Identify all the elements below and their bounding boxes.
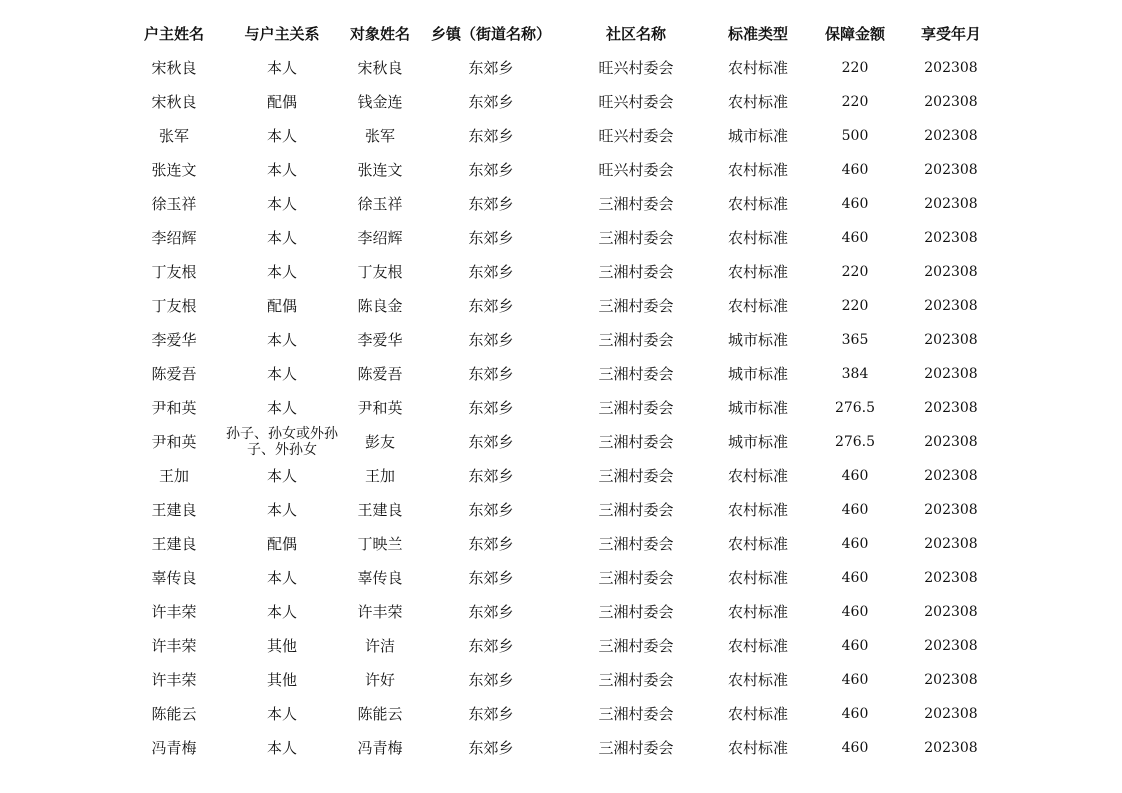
cell-householder-name: 宋秋良	[151, 92, 197, 111]
cell-amount: 220	[841, 263, 869, 280]
cell-township: 东郊乡	[468, 466, 514, 485]
cell-amount: 276.5	[834, 399, 876, 416]
cell-period: 202308	[924, 433, 978, 450]
cell-householder-name: 李爱华	[151, 330, 197, 349]
cell-relationship: 本人	[266, 568, 297, 587]
table-row	[0, 697, 1122, 731]
cell-township: 东郊乡	[468, 602, 514, 621]
cell-township: 东郊乡	[468, 534, 514, 553]
cell-recipient-name: 陈良金	[357, 296, 403, 315]
cell-householder-name: 陈能云	[151, 704, 197, 723]
cell-community: 三湘村委会	[598, 704, 674, 723]
header-community: 社区名称	[605, 24, 666, 43]
cell-standard-type: 农村标准	[727, 602, 788, 621]
cell-relationship: 本人	[266, 500, 297, 519]
cell-amount: 460	[841, 637, 869, 654]
cell-period: 202308	[924, 535, 978, 552]
cell-period: 202308	[924, 297, 978, 314]
header-householder-name: 户主姓名	[143, 24, 204, 43]
cell-amount: 220	[841, 93, 869, 110]
cell-period: 202308	[924, 671, 978, 688]
cell-amount: 460	[841, 739, 869, 756]
cell-householder-name: 徐玉祥	[151, 194, 197, 213]
cell-period: 202308	[924, 501, 978, 518]
cell-period: 202308	[924, 603, 978, 620]
cell-standard-type: 城市标准	[727, 398, 788, 417]
cell-period: 202308	[924, 637, 978, 654]
table-row	[0, 629, 1122, 663]
table-row	[0, 561, 1122, 595]
cell-community: 三湘村委会	[598, 228, 674, 247]
cell-period: 202308	[924, 161, 978, 178]
cell-period: 202308	[924, 93, 978, 110]
cell-householder-name: 张军	[158, 126, 189, 145]
header-relationship: 与户主关系	[244, 24, 320, 43]
cell-amount: 460	[841, 569, 869, 586]
cell-amount: 460	[841, 705, 869, 722]
cell-period: 202308	[924, 59, 978, 76]
table-row	[0, 153, 1122, 187]
cell-recipient-name: 李绍辉	[357, 228, 403, 247]
cell-relationship: 本人	[266, 398, 297, 417]
cell-standard-type: 农村标准	[727, 58, 788, 77]
cell-recipient-name: 王建良	[357, 500, 403, 519]
cell-recipient-name: 徐玉祥	[357, 194, 403, 213]
cell-township: 东郊乡	[468, 228, 514, 247]
cell-householder-name: 王加	[158, 466, 189, 485]
cell-recipient-name: 许好	[364, 670, 395, 689]
cell-community: 三湘村委会	[598, 398, 674, 417]
table-row	[0, 323, 1122, 357]
table-row	[0, 459, 1122, 493]
cell-standard-type: 城市标准	[727, 432, 788, 451]
cell-community: 旺兴村委会	[598, 160, 674, 179]
cell-amount: 220	[841, 297, 869, 314]
cell-community: 三湘村委会	[598, 636, 674, 655]
cell-period: 202308	[924, 331, 978, 348]
cell-township: 东郊乡	[468, 636, 514, 655]
table-row	[0, 595, 1122, 629]
cell-amount: 460	[841, 229, 869, 246]
cell-township: 东郊乡	[468, 738, 514, 757]
cell-amount: 500	[841, 127, 869, 144]
cell-householder-name: 王建良	[151, 500, 197, 519]
cell-recipient-name: 许丰荣	[357, 602, 403, 621]
cell-community: 三湘村委会	[598, 534, 674, 553]
cell-period: 202308	[924, 705, 978, 722]
cell-recipient-name: 辜传良	[357, 568, 403, 587]
cell-relationship: 本人	[266, 364, 297, 383]
cell-township: 东郊乡	[468, 126, 514, 145]
table-row	[0, 85, 1122, 119]
cell-community: 三湘村委会	[598, 364, 674, 383]
cell-recipient-name: 张军	[364, 126, 395, 145]
cell-township: 东郊乡	[468, 262, 514, 281]
cell-community: 旺兴村委会	[598, 92, 674, 111]
cell-relationship: 配偶	[266, 534, 297, 553]
cell-householder-name: 张连文	[151, 160, 197, 179]
cell-community: 三湘村委会	[598, 568, 674, 587]
header-standard-type: 标准类型	[727, 24, 788, 43]
cell-township: 东郊乡	[468, 58, 514, 77]
cell-community: 三湘村委会	[598, 432, 674, 451]
cell-standard-type: 农村标准	[727, 636, 788, 655]
cell-community: 三湘村委会	[598, 738, 674, 757]
cell-period: 202308	[924, 263, 978, 280]
cell-recipient-name: 宋秋良	[357, 58, 403, 77]
cell-relationship: 本人	[266, 602, 297, 621]
cell-recipient-name: 钱金连	[357, 92, 403, 111]
cell-township: 东郊乡	[468, 398, 514, 417]
cell-recipient-name: 冯青梅	[357, 738, 403, 757]
cell-relationship: 本人	[266, 262, 297, 281]
cell-relationship: 配偶	[266, 296, 297, 315]
table-row	[0, 425, 1122, 459]
cell-amount: 220	[841, 59, 869, 76]
cell-amount: 460	[841, 671, 869, 688]
cell-period: 202308	[924, 365, 978, 382]
cell-relationship: 本人	[266, 330, 297, 349]
table-row	[0, 187, 1122, 221]
cell-householder-name: 王建良	[151, 534, 197, 553]
table-row	[0, 527, 1122, 561]
header-amount: 保障金额	[824, 24, 885, 43]
cell-standard-type: 农村标准	[727, 500, 788, 519]
cell-community: 三湘村委会	[598, 262, 674, 281]
cell-relationship: 孙子、孙女或外孙子、外孙女	[226, 426, 338, 458]
cell-standard-type: 农村标准	[727, 534, 788, 553]
cell-amount: 365	[841, 331, 869, 348]
cell-amount: 460	[841, 501, 869, 518]
cell-period: 202308	[924, 229, 978, 246]
table-row	[0, 289, 1122, 323]
cell-period: 202308	[924, 569, 978, 586]
cell-standard-type: 农村标准	[727, 704, 788, 723]
cell-recipient-name: 丁映兰	[357, 534, 403, 553]
cell-relationship: 本人	[266, 58, 297, 77]
cell-relationship: 配偶	[266, 92, 297, 111]
cell-township: 东郊乡	[468, 194, 514, 213]
cell-relationship: 本人	[266, 466, 297, 485]
cell-amount: 460	[841, 161, 869, 178]
cell-relationship: 本人	[266, 738, 297, 757]
cell-standard-type: 农村标准	[727, 466, 788, 485]
cell-township: 东郊乡	[468, 500, 514, 519]
cell-period: 202308	[924, 739, 978, 756]
cell-standard-type: 农村标准	[727, 160, 788, 179]
table-row	[0, 255, 1122, 289]
cell-recipient-name: 陈爱吾	[357, 364, 403, 383]
cell-standard-type: 城市标准	[727, 330, 788, 349]
cell-township: 东郊乡	[468, 704, 514, 723]
cell-recipient-name: 王加	[364, 466, 395, 485]
cell-community: 三湘村委会	[598, 330, 674, 349]
cell-standard-type: 农村标准	[727, 228, 788, 247]
table-row	[0, 51, 1122, 85]
table-row	[0, 221, 1122, 255]
cell-township: 东郊乡	[468, 568, 514, 587]
header-period: 享受年月	[920, 24, 981, 43]
cell-relationship: 本人	[266, 228, 297, 247]
cell-householder-name: 宋秋良	[151, 58, 197, 77]
cell-householder-name: 冯青梅	[151, 738, 197, 757]
cell-relationship: 本人	[266, 194, 297, 213]
cell-standard-type: 农村标准	[727, 568, 788, 587]
cell-standard-type: 农村标准	[727, 670, 788, 689]
cell-township: 东郊乡	[468, 670, 514, 689]
cell-community: 三湘村委会	[598, 466, 674, 485]
cell-householder-name: 尹和英	[151, 398, 197, 417]
cell-community: 旺兴村委会	[598, 58, 674, 77]
cell-recipient-name: 尹和英	[357, 398, 403, 417]
cell-township: 东郊乡	[468, 432, 514, 451]
table-row	[0, 391, 1122, 425]
table-row	[0, 731, 1122, 765]
cell-recipient-name: 张连文	[357, 160, 403, 179]
cell-community: 三湘村委会	[598, 602, 674, 621]
header-recipient-name: 对象姓名	[349, 24, 410, 43]
cell-township: 东郊乡	[468, 296, 514, 315]
cell-community: 三湘村委会	[598, 500, 674, 519]
cell-householder-name: 尹和英	[151, 432, 197, 451]
table-row	[0, 119, 1122, 153]
cell-householder-name: 许丰荣	[151, 602, 197, 621]
cell-householder-name: 陈爱吾	[151, 364, 197, 383]
cell-standard-type: 城市标准	[727, 126, 788, 145]
cell-standard-type: 农村标准	[727, 738, 788, 757]
cell-relationship: 其他	[266, 636, 297, 655]
cell-community: 旺兴村委会	[598, 126, 674, 145]
cell-amount: 460	[841, 603, 869, 620]
cell-township: 东郊乡	[468, 364, 514, 383]
cell-community: 三湘村委会	[598, 194, 674, 213]
table-header-row	[0, 17, 1122, 51]
cell-community: 三湘村委会	[598, 670, 674, 689]
cell-relationship: 本人	[266, 160, 297, 179]
cell-community: 三湘村委会	[598, 296, 674, 315]
table-row	[0, 663, 1122, 697]
cell-standard-type: 农村标准	[727, 262, 788, 281]
header-township: 乡镇（街道名称）	[430, 24, 551, 43]
cell-amount: 460	[841, 535, 869, 552]
cell-period: 202308	[924, 399, 978, 416]
cell-recipient-name: 许洁	[364, 636, 395, 655]
cell-standard-type: 农村标准	[727, 296, 788, 315]
cell-amount: 460	[841, 467, 869, 484]
cell-householder-name: 丁友根	[151, 262, 197, 281]
cell-recipient-name: 丁友根	[357, 262, 403, 281]
table-row	[0, 493, 1122, 527]
cell-householder-name: 辜传良	[151, 568, 197, 587]
cell-period: 202308	[924, 195, 978, 212]
cell-householder-name: 丁友根	[151, 296, 197, 315]
cell-township: 东郊乡	[468, 92, 514, 111]
cell-amount: 384	[841, 365, 869, 382]
cell-householder-name: 许丰荣	[151, 636, 197, 655]
cell-recipient-name: 李爱华	[357, 330, 403, 349]
cell-period: 202308	[924, 467, 978, 484]
cell-householder-name: 李绍辉	[151, 228, 197, 247]
cell-township: 东郊乡	[468, 330, 514, 349]
cell-householder-name: 许丰荣	[151, 670, 197, 689]
cell-standard-type: 农村标准	[727, 92, 788, 111]
cell-standard-type: 农村标准	[727, 194, 788, 213]
cell-recipient-name: 彭友	[364, 432, 395, 451]
cell-amount: 460	[841, 195, 869, 212]
cell-relationship: 本人	[266, 704, 297, 723]
cell-relationship: 本人	[266, 126, 297, 145]
cell-relationship: 其他	[266, 670, 297, 689]
cell-standard-type: 城市标准	[727, 364, 788, 383]
cell-amount: 276.5	[834, 433, 876, 450]
cell-recipient-name: 陈能云	[357, 704, 403, 723]
cell-township: 东郊乡	[468, 160, 514, 179]
table-row	[0, 357, 1122, 391]
cell-period: 202308	[924, 127, 978, 144]
